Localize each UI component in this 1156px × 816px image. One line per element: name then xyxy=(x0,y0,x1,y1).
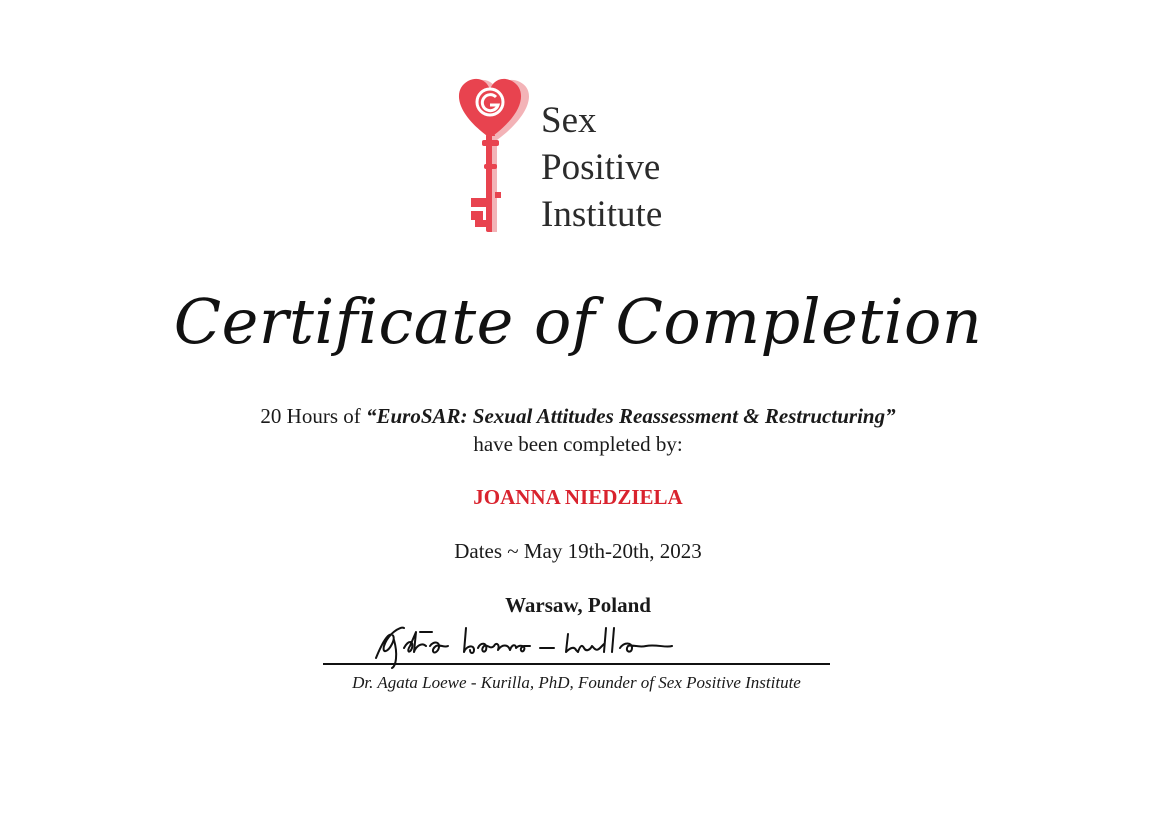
hours-prefix: 20 Hours of xyxy=(260,404,366,428)
logo-text-line-1: Sex xyxy=(541,100,597,141)
heart-key-icon xyxy=(452,74,534,236)
signature-line xyxy=(323,663,830,665)
course-name: “EuroSAR: Sexual Attitudes Reassessment & Restructuring” xyxy=(365,404,896,428)
course-line xyxy=(0,404,1156,429)
signer-caption: Dr. Agata Loewe - Kurilla, PhD, Founder of Sex Positive Institute xyxy=(352,673,801,692)
recipient-name: JOANNA NIEDZIELA xyxy=(473,485,683,509)
logo-text-line-3: Institute xyxy=(541,194,663,235)
location-text: Warsaw, Poland xyxy=(505,593,651,617)
logo-text-line-2: Positive xyxy=(541,147,661,188)
certificate-title: Certificate of Completion xyxy=(173,285,983,358)
dates-text: Dates ~ May 19th-20th, 2023 xyxy=(454,539,702,563)
completed-text: have been completed by: xyxy=(473,432,683,456)
